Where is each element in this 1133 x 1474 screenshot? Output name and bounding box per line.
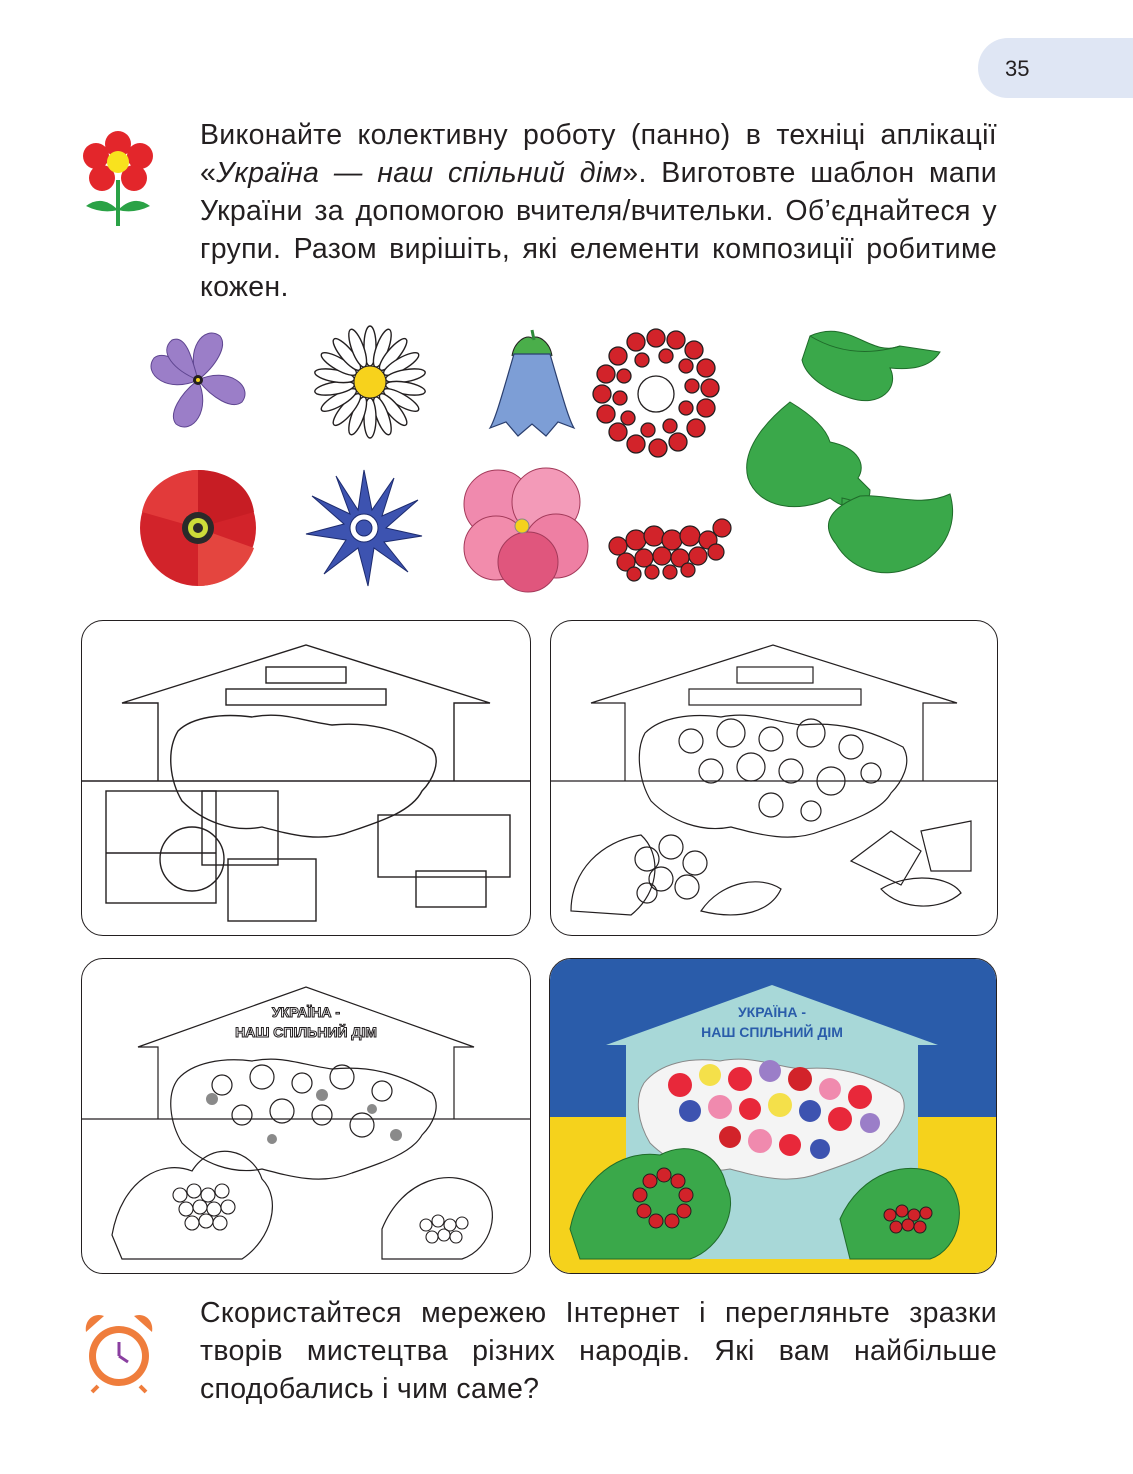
leaves-group [747, 331, 953, 572]
poster-title-line1: УКРАЇНА - [737, 1004, 807, 1020]
task-title: Україна — наш спільний дім [216, 157, 623, 189]
page-number-tab [978, 38, 1133, 98]
sketch-poster-title-line2: НАШ СПІЛЬНИЙ ДІМ [235, 1024, 377, 1040]
periwinkle-flower [151, 333, 245, 427]
panel-final-colored [549, 958, 997, 1274]
flower-elements-illustration [130, 318, 970, 608]
poppy-flower [140, 470, 256, 586]
bellflower [490, 330, 574, 436]
page-number: 35 [1005, 56, 1030, 81]
poster-title-line2: НАШ СПІЛЬНИЙ ДІМ [701, 1024, 843, 1040]
pink-flower [464, 468, 588, 592]
homework-paragraph [200, 1294, 997, 1408]
panel-sketch-flowers [550, 620, 998, 936]
flower-icon [82, 130, 154, 230]
task-text-part2: ». Виготовте шаблон мапи України за допомогою вчителя/вчительки. Об’єднайтеся у групи. Разом вирішіть, які елементи композиції робитиме кожен. [200, 157, 998, 303]
panel-template-outline [81, 620, 531, 936]
alarm-clock-icon [80, 1312, 158, 1394]
cornflower [306, 470, 422, 586]
homework-text: Скористайтеся мережею Інтернет і перегляньте зразки творів мистецтва різних народів. Які вам найбільше сподобались і чим саме? [200, 1297, 997, 1405]
berry-cluster [609, 519, 731, 581]
task-paragraph [200, 116, 997, 306]
panel-detailed-sketch [81, 958, 531, 1274]
viburnum-wreath [593, 329, 719, 457]
daisy-flower [314, 326, 426, 438]
task-text-part1: Виконайте колективну роботу (панно) в техніці аплікації « [200, 119, 997, 189]
sketch-poster-title-line1: УКРАЇНА - [271, 1004, 341, 1020]
